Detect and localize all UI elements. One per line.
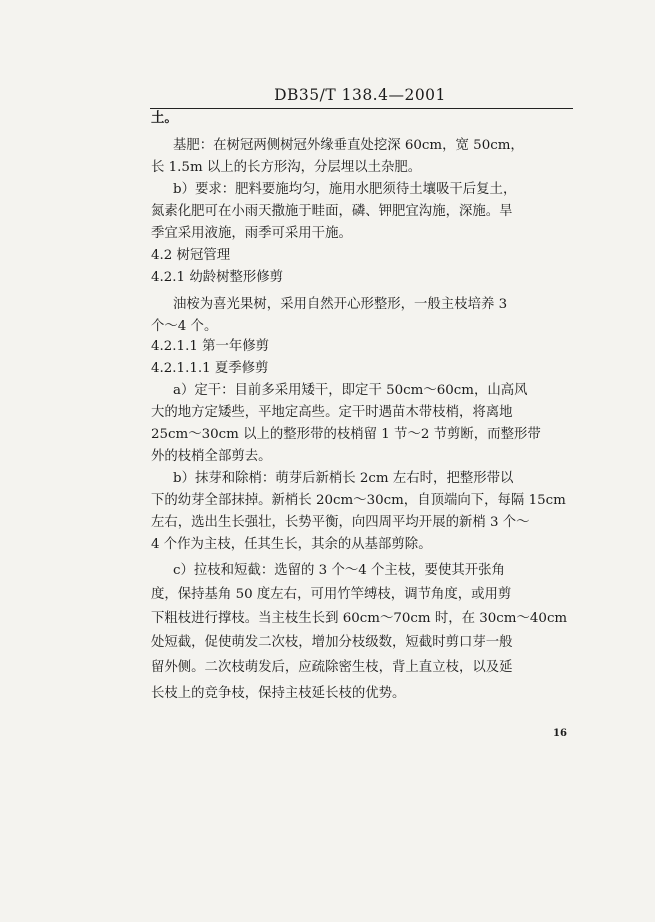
text-line: 长 1.5m 以上的长方形沟，分层埋以土杂肥。: [151, 160, 422, 175]
text-line: 4 个作为主枝，任其生长，其余的从基部剪除。: [151, 537, 432, 552]
text-line: 长枝上的竞争枝，保持主枝延长枝的优势。: [151, 686, 406, 701]
text-line: 大的地方定矮些，平地定高些。定干时遇苗木带枝梢，将离地: [151, 405, 513, 420]
section-heading: 4.2.1.1.1 夏季修剪: [151, 361, 269, 376]
text-line: 油桉为喜光果树，采用自然开心形整形，一般主枝培养 3: [173, 297, 508, 312]
text-line: 左右，选出生长强壮，长势平衡，向四周平均开展的新梢 3 个～: [151, 515, 530, 530]
text-line: 个～4 个。: [151, 319, 218, 334]
text-line: 下的幼芽全部抹掉。新梢长 20cm～30cm，自顶端向下，每隔 15cm: [151, 493, 566, 508]
page-number: 16: [553, 728, 567, 739]
text-line: 基肥：在树冠两侧树冠外缘垂直处挖深 60cm，宽 50cm，: [173, 138, 524, 153]
text-line: 留外侧。二次枝萌发后，应疏除密生枝，背上直立枝，以及延: [151, 660, 513, 675]
standard-number-header: DB35/T 138.4—2001: [274, 86, 446, 104]
text-line: 处短截，促使萌发二次枝，增加分枝级数，短截时剪口芽一般: [151, 635, 513, 650]
section-heading: 4.2 树冠管理: [151, 248, 231, 263]
header-rule: [150, 108, 573, 109]
section-heading: 4.2.1.1 第一年修剪: [151, 339, 270, 354]
text-line: b）要求：肥料要施均匀，施用水肥须待土壤吸干后复土，: [173, 182, 517, 197]
text-line: 下粗枝进行撑枝。当主枝生长到 60cm～70cm 时，在 30cm～40cm: [151, 611, 568, 626]
text-line: 外的枝梢全部剪去。: [151, 449, 272, 464]
text-line: 土。: [151, 110, 178, 126]
section-heading: 4.2.1 幼龄树整形修剪: [151, 270, 284, 285]
text-line: 度，保持基角 50 度左右，可用竹竿缚枝，调节角度，或用剪: [151, 587, 512, 602]
text-line: b）抹芽和除梢：萌芽后新梢长 2cm 左右时，把整形带以: [173, 471, 514, 486]
text-line: 季宜采用液施，雨季可采用干施。: [151, 226, 352, 241]
text-line: 25cm～30cm 以上的整形带的枝梢留 1 节～2 节剪断，而整形带: [151, 427, 541, 442]
text-line: c）拉枝和短截：选留的 3 个～4 个主枝，要使其开张角: [173, 563, 505, 578]
text-line: 氮素化肥可在小雨天撒施于畦面，磷、钾肥宜沟施，深施。旱: [151, 204, 513, 219]
text-line: a）定干：目前多采用矮干，即定干 50cm～60cm，山高风: [173, 383, 528, 398]
